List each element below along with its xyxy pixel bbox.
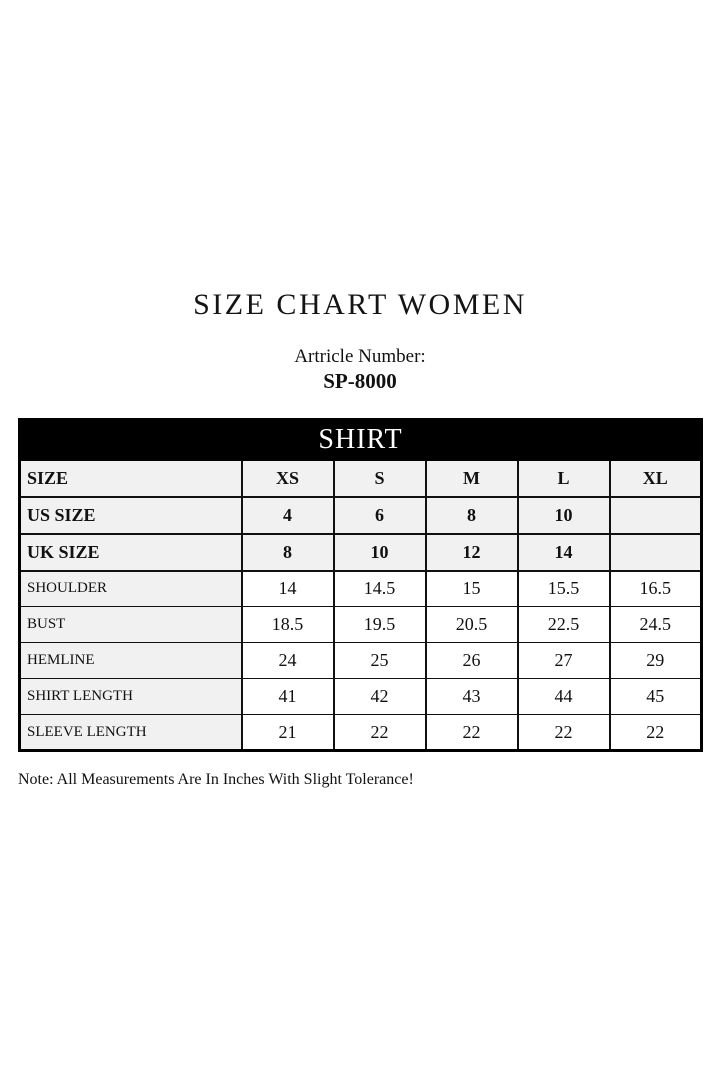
cell-value: 22 xyxy=(518,715,610,751)
cell-value: 42 xyxy=(334,679,426,715)
cell-value: 43 xyxy=(426,679,518,715)
column-header-l: L xyxy=(518,460,610,497)
column-header-xs: XS xyxy=(242,460,334,497)
cell-value: 41 xyxy=(242,679,334,715)
cell-value: 4 xyxy=(242,497,334,534)
cell-value: 12 xyxy=(426,534,518,571)
table-banner-title: SHIRT xyxy=(20,420,702,460)
column-header-xl: XL xyxy=(610,460,702,497)
size-chart-table xyxy=(18,418,703,752)
cell-value: 6 xyxy=(334,497,426,534)
row-label: UK SIZE xyxy=(20,534,242,571)
cell-value: 25 xyxy=(334,643,426,679)
cell-value: 24 xyxy=(242,643,334,679)
table-banner-row xyxy=(20,420,702,460)
cell-value: 22.5 xyxy=(518,607,610,643)
cell-value: 22 xyxy=(610,715,702,751)
table-row-us-size xyxy=(20,497,702,534)
cell-value: 22 xyxy=(334,715,426,751)
column-header-size: SIZE xyxy=(20,460,242,497)
row-label: SLEEVE LENGTH xyxy=(20,715,242,751)
cell-value: 44 xyxy=(518,679,610,715)
cell-value: 8 xyxy=(242,534,334,571)
tolerance-note: Note: All Measurements Are In Inches With Slight Tolerance! xyxy=(18,771,414,788)
cell-value: 21 xyxy=(242,715,334,751)
table-row-shoulder xyxy=(20,571,702,607)
cell-value: 10 xyxy=(334,534,426,571)
cell-value xyxy=(610,497,702,534)
row-label: BUST xyxy=(20,607,242,643)
row-label: SHIRT LENGTH xyxy=(20,679,242,715)
column-header-s: S xyxy=(334,460,426,497)
cell-value: 14 xyxy=(242,571,334,607)
table-row-bust xyxy=(20,607,702,643)
cell-value: 19.5 xyxy=(334,607,426,643)
cell-value: 29 xyxy=(610,643,702,679)
row-label: SHOULDER xyxy=(20,571,242,607)
cell-value: 26 xyxy=(426,643,518,679)
cell-value: 8 xyxy=(426,497,518,534)
cell-value: 45 xyxy=(610,679,702,715)
cell-value: 20.5 xyxy=(426,607,518,643)
table-row-uk-size xyxy=(20,534,702,571)
cell-value: 15.5 xyxy=(518,571,610,607)
cell-value: 10 xyxy=(518,497,610,534)
cell-value: 16.5 xyxy=(610,571,702,607)
cell-value: 24.5 xyxy=(610,607,702,643)
cell-value xyxy=(610,534,702,571)
cell-value: 18.5 xyxy=(242,607,334,643)
page-title: SIZE CHART WOMEN xyxy=(193,288,527,321)
cell-value: 22 xyxy=(426,715,518,751)
table-row-sleeve-length xyxy=(20,715,702,751)
table-header-row xyxy=(20,460,702,497)
column-header-m: M xyxy=(426,460,518,497)
row-label: US SIZE xyxy=(20,497,242,534)
table-row-shirt-length xyxy=(20,679,702,715)
cell-value: 14 xyxy=(518,534,610,571)
cell-value: 14.5 xyxy=(334,571,426,607)
row-label: HEMLINE xyxy=(20,643,242,679)
cell-value: 27 xyxy=(518,643,610,679)
cell-value: 15 xyxy=(426,571,518,607)
table-row-hemline xyxy=(20,643,702,679)
article-number-label: Artricle Number: xyxy=(294,346,426,367)
article-number-value: SP-8000 xyxy=(323,369,397,393)
